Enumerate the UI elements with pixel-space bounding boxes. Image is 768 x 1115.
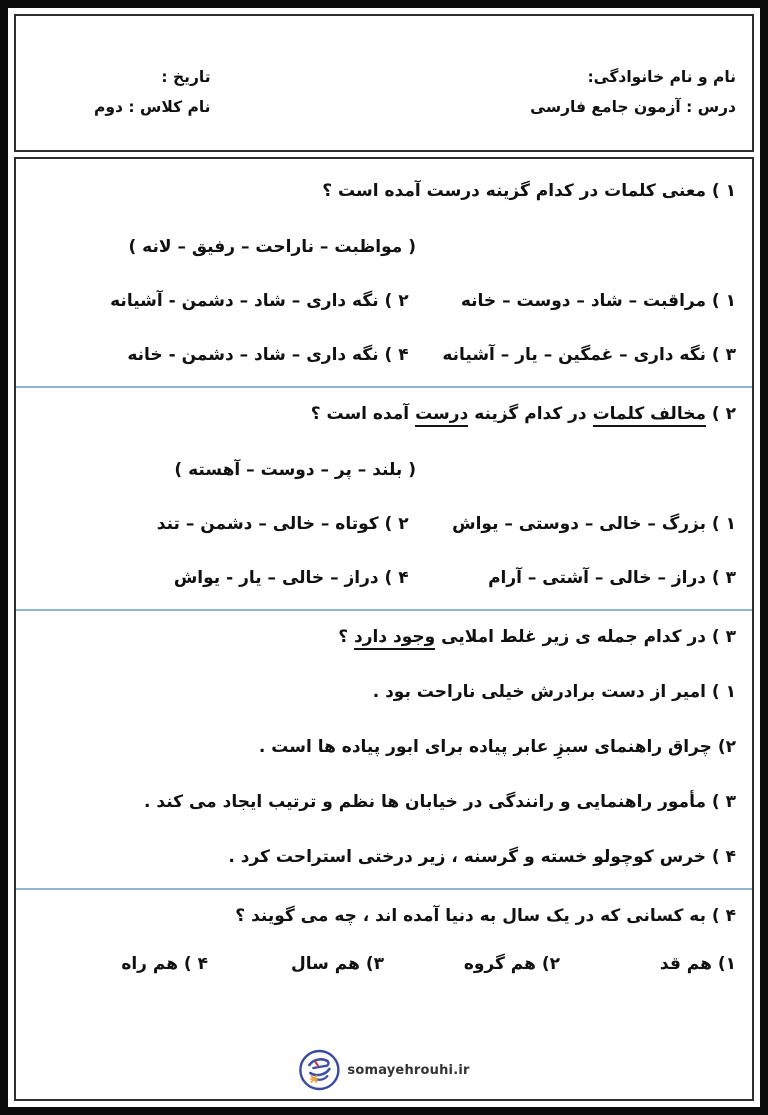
- question-3-prompt: [32, 625, 736, 649]
- question-2-prompt-end: آمده است ؟: [310, 404, 410, 424]
- question-3-prompt-end: ؟: [338, 627, 349, 647]
- footer-credit: [298, 1049, 469, 1091]
- question-4-option-2: ۲) هم گروه: [463, 954, 560, 974]
- question-2-underlined-words: مخالف کلمات: [593, 404, 706, 427]
- question-1-prompt: ۱ ) معنی کلمات در کدام گزینه درست آمده است ؟: [322, 181, 736, 201]
- question-3-option-3: ۳ ) مأمور راهنمایی و رانندگی در خیابان ها نظم و ترتیب ایجاد می کند .: [144, 792, 736, 812]
- question-1-option-1: ۱ ) مراقبت – شاد – دوست – خانه: [460, 291, 736, 311]
- question-4-option-4: ۴ ) هم راه: [121, 954, 208, 974]
- question-2-option-3: ۳ ) دراز – خالی – آشتی – آرام: [488, 568, 736, 588]
- question-4-options-row: [32, 952, 736, 976]
- lesson-label: درس : آزمون جامع فارسی: [530, 98, 736, 116]
- student-name-label: نام و نام خانوادگی:: [587, 68, 736, 86]
- question-1-word-bank: ( مواظبت – ناراحت – رفیق – لانه ): [128, 237, 416, 257]
- date-label: تاریخ :: [161, 68, 211, 86]
- question-2-underlined-correct: درست: [415, 404, 468, 427]
- question-1-option-4: ۴ ) نگه داری – شاد – دشمن - خانه: [127, 345, 409, 365]
- question-1-options-row-1: [32, 289, 736, 313]
- site-url: somayehrouhi.ir: [347, 1062, 470, 1078]
- questions-section: [14, 157, 754, 1101]
- question-1-option-3: ۳ ) نگه داری – غمگین – یار – آشیانه: [442, 345, 736, 365]
- question-2-prompt: [32, 402, 736, 426]
- header-left-column: [94, 62, 211, 122]
- question-3-option-4: ۴ ) خرس کوچولو خسته و گرسنه ، زیر درختی استراحت کرد .: [228, 847, 736, 867]
- question-4-option-1: ۱) هم قد: [659, 954, 736, 974]
- question-2-options-row-2: [32, 566, 736, 590]
- section-separator-3: [16, 888, 752, 890]
- question-4-option-3: ۳) هم سال: [291, 954, 384, 974]
- question-2-word-bank: ( بلند – پر – دوست – آهسته ): [174, 460, 416, 480]
- question-3-option-2: ۲) چراق راهنمای سبزِ عابر پیاده برای ابور پیاده ها است .: [258, 737, 736, 757]
- question-3-underlined: وجود دارد: [354, 627, 435, 650]
- question-4-prompt: ۴ ) به کسانی که در یک سال به دنیا آمده اند ، چه می گویند ؟: [235, 906, 736, 926]
- question-2-option-2: ۲ ) کوتاه – خالی – دشمن – تند: [156, 514, 409, 534]
- question-2-option-4: ۴ ) دراز – خالی – یار - یواش: [173, 568, 409, 588]
- question-2-option-1: ۱ ) بزرگ – خالی – دوستی – یواش: [452, 514, 736, 534]
- question-2-number: ۲ ): [711, 404, 736, 424]
- question-2-options-row-1: [32, 512, 736, 536]
- header-right-column: [530, 62, 736, 122]
- question-3-option-1: ۱ ) امیر از دست برادرش خیلی ناراحت بود .: [372, 682, 736, 702]
- header-section: [14, 14, 754, 152]
- section-separator-1: [16, 386, 752, 388]
- class-name-label: نام کلاس : دوم: [94, 98, 211, 116]
- question-2-prompt-middle: در کدام گزینه: [474, 404, 587, 424]
- question-3-prompt-start: ۳ ) در کدام جمله ی زیر غلط املایی: [441, 627, 736, 647]
- site-logo-icon: [298, 1049, 340, 1091]
- question-1-option-2: ۲ ) نگه داری – شاد – دشمن - آشیانه: [110, 291, 409, 311]
- question-1-options-row-2: [32, 343, 736, 367]
- section-separator-2: [16, 609, 752, 611]
